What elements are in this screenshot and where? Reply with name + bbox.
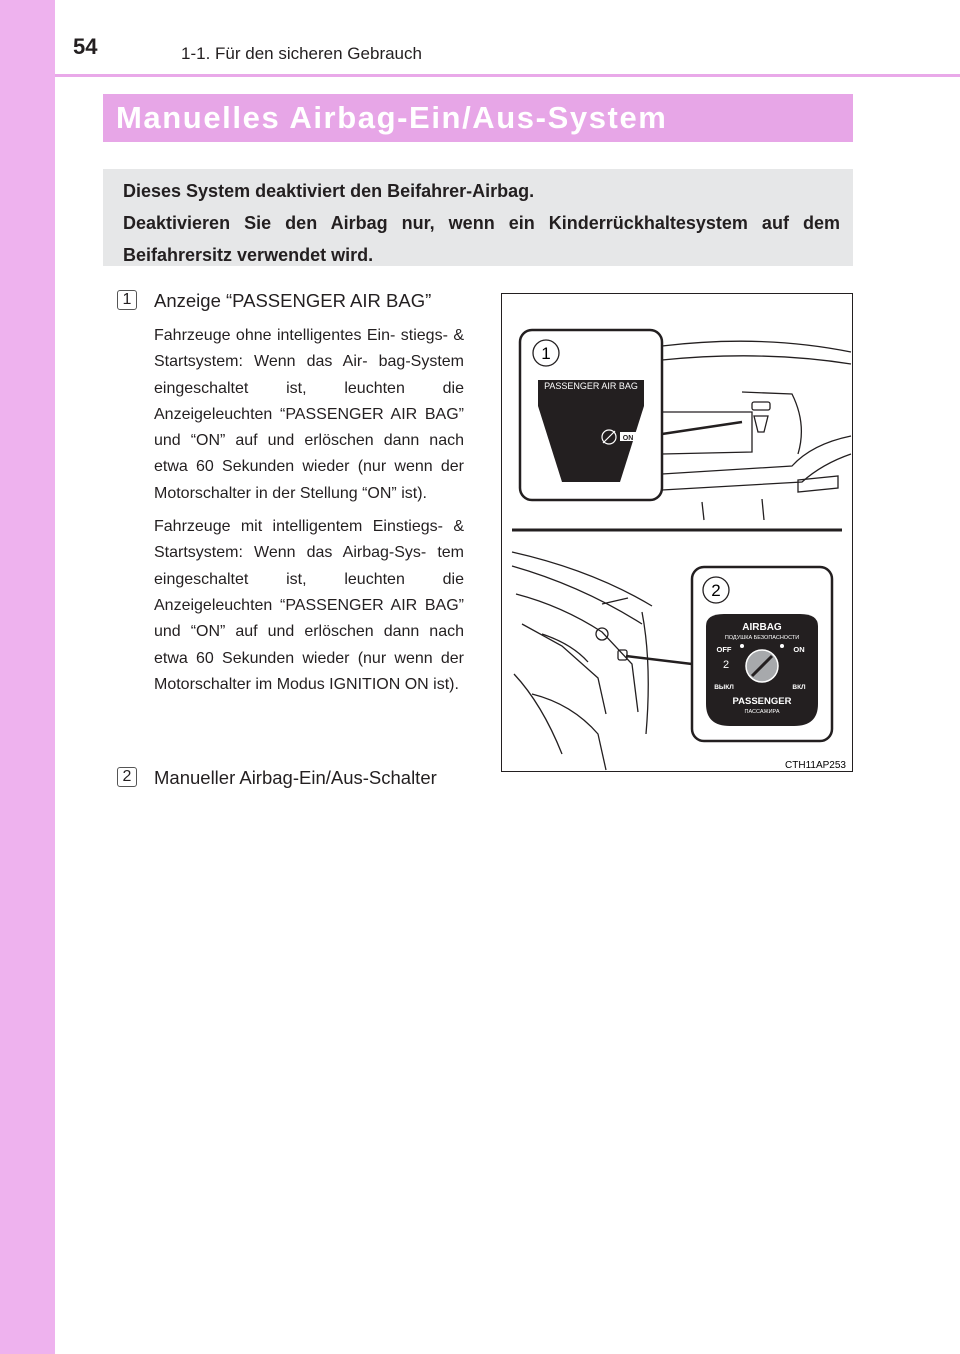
page-number: 54	[73, 34, 98, 59]
title-bar	[103, 94, 853, 142]
switch-passenger-label-ru: ПАССАЖИРА	[744, 709, 780, 715]
switch-on-label: ON	[793, 645, 805, 654]
switch-digit: 2	[722, 659, 730, 671]
item-title-2: Manueller Airbag-Ein/Aus-Schalter	[154, 767, 437, 788]
indicator-label: PASSENGER AIR BAG	[544, 381, 638, 391]
intro-line-2: Deaktivieren Sie den Airbag nur, wenn ein Kinderrückhaltesystem auf dem Beifahrersitz verwendet wird.	[123, 213, 840, 265]
item-title-1: Anzeige “PASSENGER AIR BAG”	[154, 290, 432, 311]
leader-line-1	[662, 422, 742, 434]
item-number-2: 2	[117, 767, 137, 787]
intro-line-1: Dieses System deaktiviert den Beifahrer-Airbag.	[123, 181, 535, 201]
paragraph: Fahrzeuge ohne intelligentes Ein- stiegs- & Startsystem: Wenn das Air- bag-System eingeschaltet ist, leuchten die Anzeigeleuchten “PASSENGER AIR BAG” und “ON” auf und erlöschen dann nach etwa 60 Sekunden wieder (nur wenn der Motorschalter in der Stellung “ON” ist).	[154, 327, 464, 502]
switch-on-label-ru: ВКЛ	[792, 684, 806, 691]
callout-number-1: 1	[541, 344, 551, 363]
item-number-1: 1	[117, 290, 137, 310]
airbag-illustration	[501, 293, 853, 772]
section-header: 1-1. Für den sicheren Gebrauch	[181, 44, 422, 63]
switch-title: AIRBAG	[742, 622, 782, 633]
intro-box	[103, 169, 853, 266]
side-tab-strip	[0, 0, 55, 1354]
off-dot	[740, 644, 744, 648]
on-dot	[780, 644, 784, 648]
switch-title-ru: ПОДУШКА БЕЗОПАСНОСТИ	[724, 635, 800, 641]
paragraph: Fahrzeuge mit intelligentem Einstiegs- & Startsystem: Wenn das Airbag-Sys- tem eingeschaltet ist, leuchten die Anzeigeleuchten “PASSENGER AIR BAG” und “ON” auf und erlöschen dann nach etwa 60 Sekunden wieder (nur wenn der Motorschalter im Modus IGNITION ON ist).	[154, 518, 464, 693]
leader-line-2	[626, 656, 692, 664]
indicator-on-label: ON	[622, 435, 634, 442]
figure-code: CTH11AP253	[785, 760, 846, 771]
header-rule	[55, 74, 960, 77]
callout-number-2: 2	[711, 581, 721, 600]
item-description-1	[154, 323, 464, 705]
switch-off-label-ru: ВЫКЛ	[714, 684, 734, 691]
switch-off-label: OFF	[716, 645, 732, 654]
glovebox-drawing	[512, 552, 652, 770]
switch-passenger-label: PASSENGER	[732, 696, 792, 707]
illustration-svg	[502, 294, 852, 771]
page-title: Manuelles Airbag-Ein/Aus-System	[116, 100, 668, 135]
